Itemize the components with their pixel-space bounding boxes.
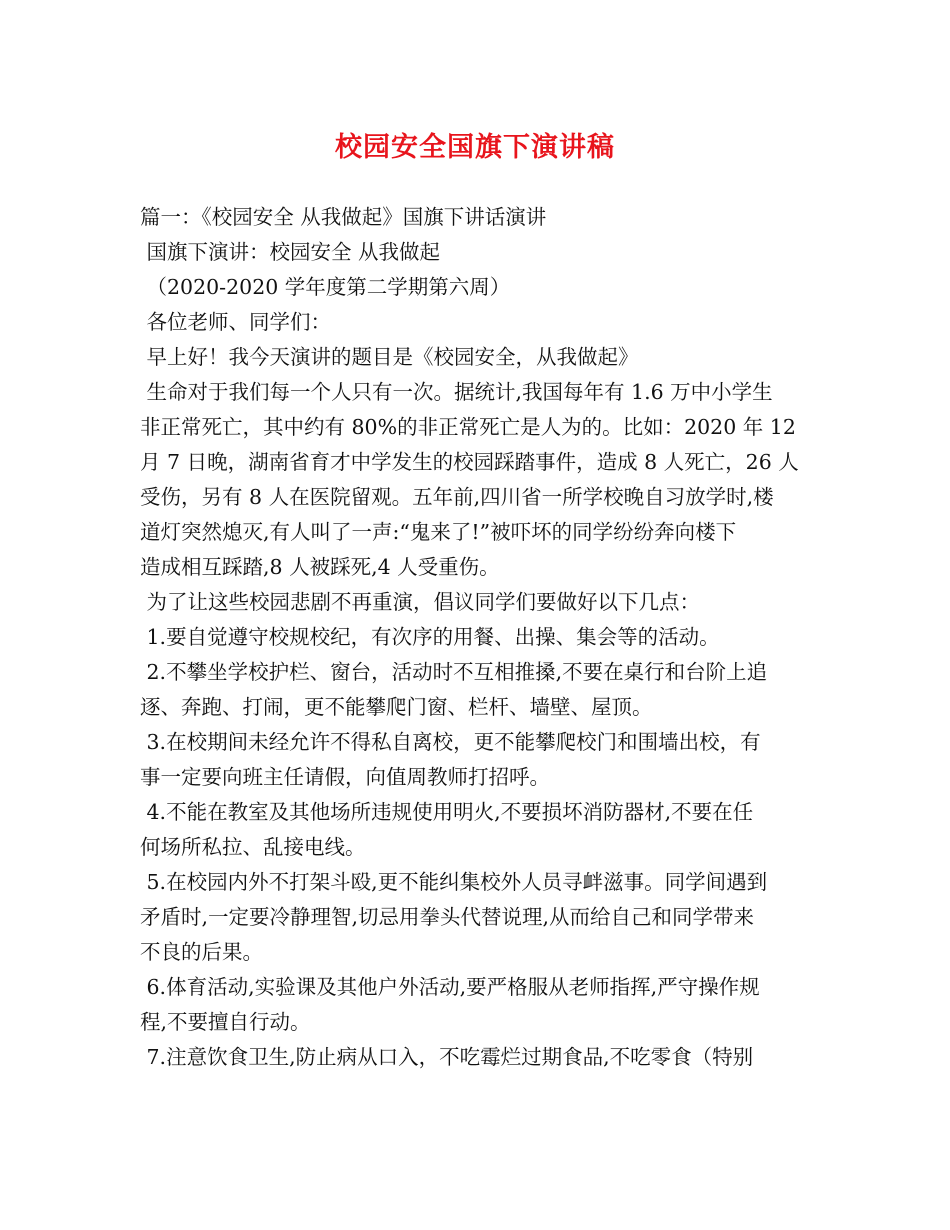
body-line: 事一定要向班主任请假，向值周教师打招呼。 — [140, 765, 550, 789]
body-line: 程,不要擅自行动。 — [140, 1010, 311, 1034]
body-line: 生命对于我们每一个人只有一次。据统计,我国每年有 1.6 万中小学生 — [140, 380, 773, 404]
body-line: 何场所私拉、乱接电线。 — [140, 835, 366, 859]
body-line: 造成相互踩踏,8 人被踩死,4 人受重伤。 — [140, 555, 500, 579]
body-line: 道灯突然熄灭,有人叫了一声:“鬼来了!”被吓坏的同学纷纷奔向楼下 — [140, 520, 737, 544]
body-line: 月 7 日晚，湖南省育才中学发生的校园踩踏事件，造成 8 人死亡，26 人 — [140, 450, 799, 474]
body-line: 逐、奔跑、打闹，更不能攀爬门窗、栏杆、墙壁、屋顶。 — [140, 695, 653, 719]
body-line: 3.在校期间未经允许不得私自离校，更不能攀爬校门和围墙出校，有 — [140, 730, 761, 754]
body-line: 5.在校园内外不打架斗殴,更不能纠集校外人员寻衅滋事。同学间遇到 — [140, 870, 768, 894]
body-line: 篇一：《校园安全 从我做起》国旗下讲话演讲 — [140, 205, 547, 229]
body-line: 矛盾时,一定要冷静理智,切忌用拳头代替说理,从而给自己和同学带来 — [140, 905, 755, 929]
body-line: 受伤，另有 8 人在医院留观。五年前,四川省一所学校晚自习放学时,楼 — [140, 485, 774, 509]
body-line: 非正常死亡，其中约有 80%的非正常死亡是人为的。比如：2020 年 12 — [140, 415, 796, 439]
body-line: 不良的后果。 — [140, 940, 263, 964]
body-line: 6.体育活动,实验课及其他户外活动,要严格服从老师指挥,严守操作规 — [140, 975, 760, 999]
body-line: 为了让这些校园悲剧不再重演，倡议同学们要做好以下几点： — [140, 590, 701, 614]
body-line: （2020-2020 学年度第二学期第六周） — [140, 275, 511, 299]
body-line: 4.不能在教室及其他场所违规使用明火,不要损坏消防器材,不要在任 — [140, 800, 754, 824]
body-line: 早上好！我今天演讲的题目是《校园安全，从我做起》 — [140, 345, 639, 369]
body-line: 7.注意饮食卫生,防止病从口入，不吃霉烂过期食品,不吃零食（特别 — [140, 1045, 754, 1069]
body-line: 1.要自觉遵守校规校纪，有次序的用餐、出操、集会等的活动。 — [140, 625, 720, 649]
body-line: 各位老师、同学们： — [140, 310, 332, 334]
document-body — [140, 200, 812, 1075]
body-line: 2.不攀坐学校护栏、窗台，活动时不互相推搡,不要在桌行和台阶上追 — [140, 660, 768, 684]
body-line: 国旗下演讲：校园安全 从我做起 — [140, 240, 441, 264]
document-title: 校园安全国旗下演讲稿 — [335, 132, 615, 163]
